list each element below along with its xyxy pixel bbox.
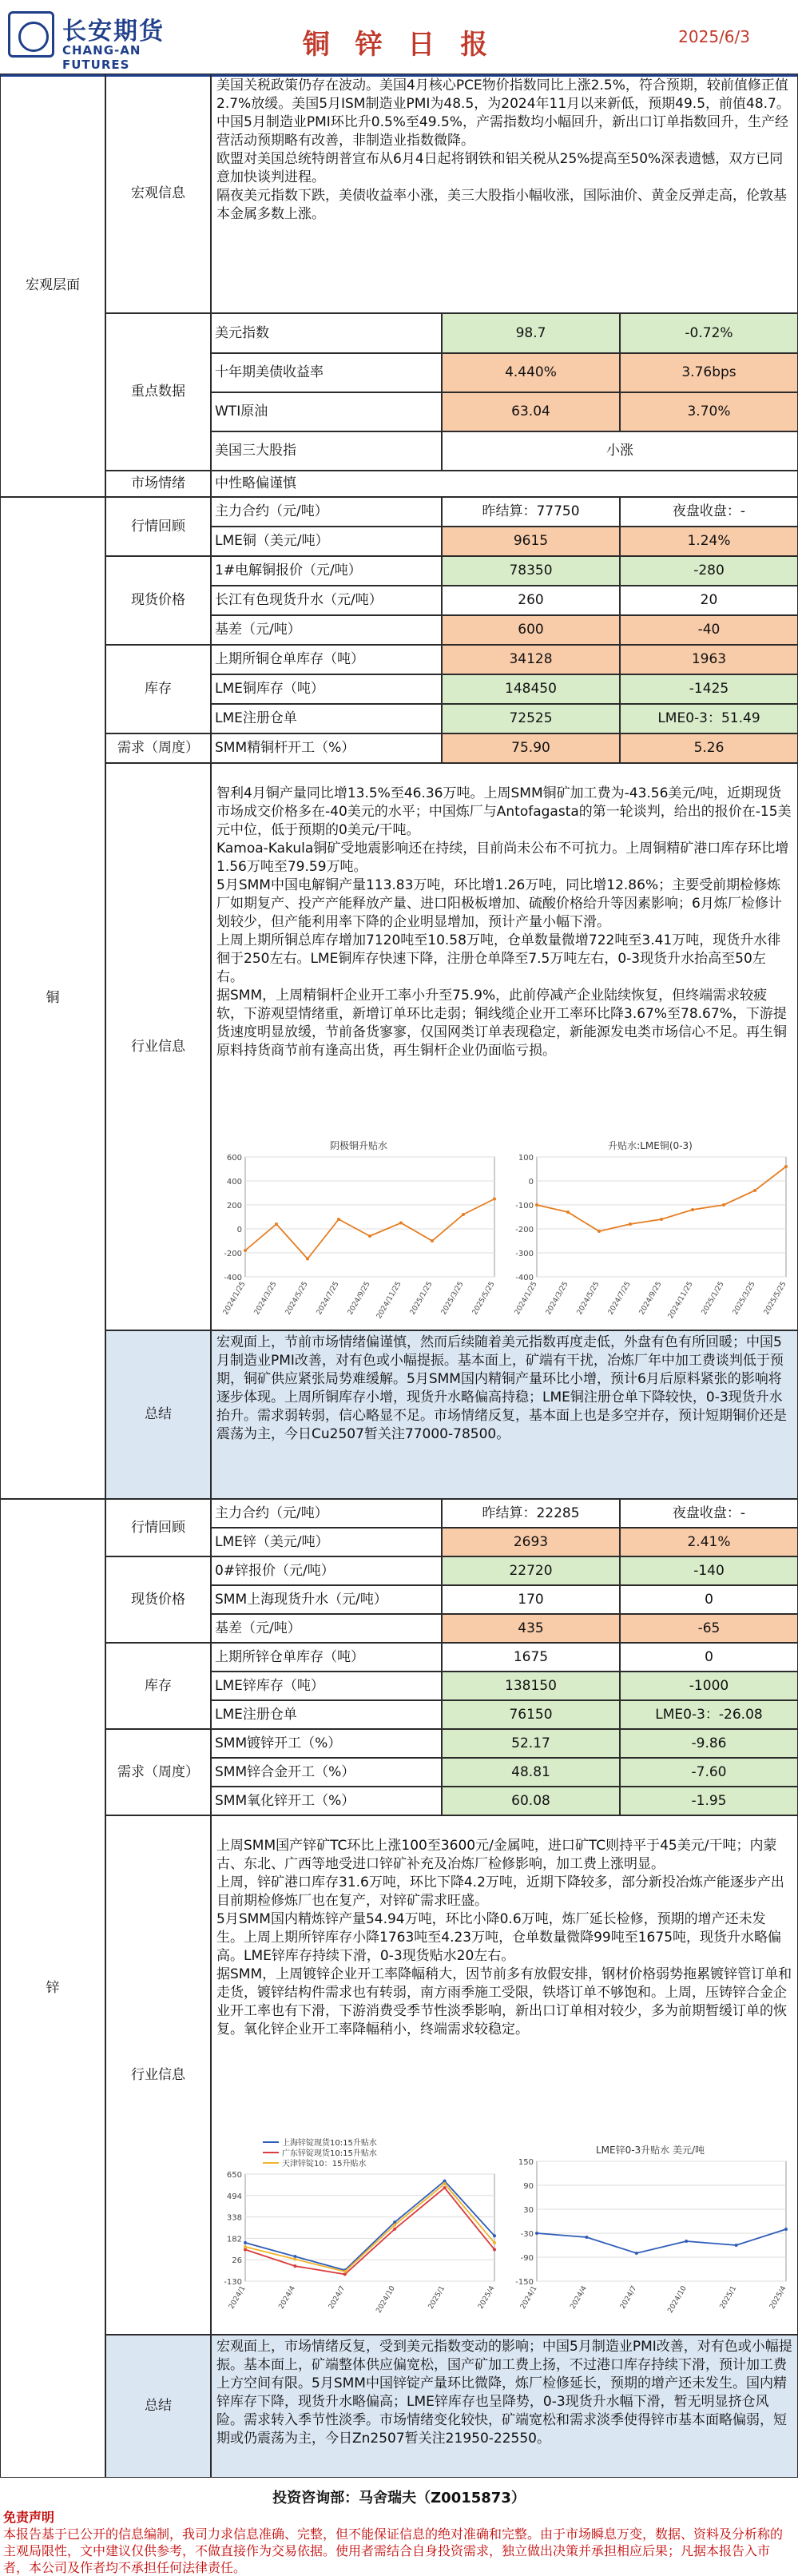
key-data-value: 98.7 [442, 313, 620, 353]
zinc-summary-text: 宏观面上，市场情绪反复，受到美元指数变动的影响；中国5月制造业PMI改善，对有色或小幅提振。基本面上，矿端整体供应偏宽松，国产矿加工费上扬，不过港口库存持续下滑，预计加工费上方空间有限。5月SMM中国锌锭产量环比微降，炼厂检修延长，预期的增产还未发生。国内精锌库存下降，现货升水略偏高；LME锌库存也呈降势，0-3现货升水幅下滑，暂无明显挤仓风险。需求转入季节性淡季。市场情绪变化较快，矿端宽松和需求淡季使得锌市基本面略偏弱，短期或仍震荡为主，今日Zn2507暂关注21950-22550。 [211, 2335, 798, 2478]
zinc-main-contract: 主力合约（元/吨） [211, 1499, 442, 1528]
data-point [368, 1234, 371, 1238]
copper-prev-settle: 昨结算：77750 [442, 497, 620, 527]
copper-demand-change: 5.26 [620, 733, 798, 763]
data-point [691, 1208, 694, 1211]
data-point [343, 2272, 347, 2276]
key-data-change: 小涨 [442, 431, 798, 471]
macro-info-text: 美国关税政策仍存在波动。美国4月核心PCE物价指数同比上涨2.5%，符合预期，较前值修正值2.7%放缓。美国5月ISM制造业PMI为48.5，为2024年11月以来新低，预期49.5，前值48.7。 中国5月制造业PMI环比升0.5%至49.5%，产需指数均小幅回升，新出口订单指数回升，生产经营活动预期略有改善，非制造业指数微降。 欧盟对美国总统特朗普宣布从6月4日起将钢铁和铝关税从25%提高至50%深表遗憾，双方已同意加快谈判进程。 隔夜美元指数下跌，美债收益率小涨，美三大股指小幅收涨，国际油价、黄金反弹走高，伦敦基本金属多数上涨。 [211, 74, 798, 313]
copper-lme-name: LME铜（美元/吨） [211, 527, 442, 556]
zinc-demand-label: 需求（周度） [105, 1729, 211, 1815]
copper-industry-label: 行业信息 [105, 763, 211, 1330]
copper-spot-value: 600 [442, 615, 620, 645]
data-point [735, 2244, 738, 2247]
disclaimer [3, 2509, 794, 2576]
data-point [244, 2245, 247, 2248]
x-tick-label: 2024/5/25 [575, 1280, 601, 1317]
data-point [493, 2241, 496, 2244]
x-tick-label: 2025/1/25 [408, 1280, 435, 1317]
key-data-value: 63.04 [442, 392, 620, 431]
zinc-lme-change: 2.41% [620, 1528, 798, 1556]
zinc-spot-value: 170 [442, 1585, 620, 1614]
x-tick-label: 2025/1 [718, 2284, 739, 2311]
y-tick-label: -90 [520, 2254, 534, 2263]
plot-area [245, 1157, 494, 1277]
y-tick-label: -150 [515, 2278, 534, 2287]
disclaimer-text: 本报告基于已公开的信息编制，我司力求信息准确、完整，但不能保证信息的绝对准确和完整。由于市场瞬息万变，数据、资料及分析称的主观局限性，文中建议仅供参考，不做直接作为交易依据。使用者需结合自身投资需求，独立做出决策并承担相应后果；凡据本报告入市者，本公司及作者均不承担任何法律责任。 [3, 2526, 784, 2575]
plot-area [537, 2161, 786, 2281]
x-tick-label: 2025/1/25 [700, 1280, 726, 1317]
series-line [245, 2188, 494, 2274]
data-point [393, 2224, 396, 2227]
copper-main-contract: 主力合约（元/吨） [211, 497, 442, 527]
data-point [493, 2248, 496, 2251]
copper-lme-change: 1.24% [620, 527, 798, 556]
zinc-review-label: 行情回顾 [105, 1499, 211, 1556]
market-sentiment-label: 市场情绪 [105, 471, 211, 497]
x-tick-label: 2024/7/25 [315, 1280, 341, 1317]
chart-title: LME锌0-3升贴水 美元/吨 [595, 2145, 705, 2156]
y-tick-label: 150 [518, 2158, 534, 2167]
data-point [585, 2236, 588, 2239]
data-point [722, 1203, 725, 1207]
zinc-spot-change: -65 [620, 1614, 798, 1643]
copper-spot-name: 基差（元/吨） [211, 615, 442, 645]
zinc-stock-name: LME锌库存（吨） [211, 1672, 442, 1700]
y-tick-label: -200 [224, 1250, 242, 1258]
key-data-change: 3.70% [620, 392, 798, 431]
report-header [0, 0, 798, 77]
y-tick-label: 600 [226, 1154, 242, 1163]
data-point [784, 1165, 788, 1168]
zinc-industry-text: 上周SMM国产锌矿TC环比上涨100至3600元/金属吨，进口矿TC则持平于45美元/干吨；内蒙古、东北、广西等地受进口锌矿补充及冶炼厂检修影响，加工费上涨明显。 上周，锌矿港口库存31.6万吨，环比下降4.2万吨，近期下降较多，部分新投冶炼产能逐步产出目前期检修炼厂也在复产，对锌矿需求旺盛。 5月SMM国内精炼锌产量54.94万吨，环比小降0.6万吨，炼厂延长检修，预期的增产还未发生。上周上期所锌库存小降1763吨至4.23万吨，仓单数量微降99吨至1675吨，现货升水略偏高。LME锌库存持续下滑，0-3现货贴水20左右。 据SMM，上周镀锌企业开工率降幅稍大，因节前多有放假安排，钢材价格弱势拖累镀锌管订单和走货，镀锌结构件需求也有转弱，南方雨季施工受限，铁塔订单不够饱和。上周，压铸锌合金企业开工率也有下滑，下游消费受季节性淡季影响，新出口订单相对较少，多为前期暂缓订单的恢复。氧化锌企业开工率降幅稍小，终端需求较稳定。 [216, 1838, 792, 2037]
x-tick-label: 2024/7/25 [606, 1280, 633, 1317]
zinc-spot-change: 0 [620, 1585, 798, 1614]
legend-entry: 天津锌锭10：15升贴水 [282, 2160, 367, 2169]
x-tick-label: 2024/1/25 [513, 1280, 539, 1317]
y-tick-label: -200 [515, 1226, 534, 1234]
data-point [293, 2258, 296, 2261]
zinc-summary-label: 总结 [105, 2335, 211, 2478]
zinc-stock-name: LME注册仓单 [211, 1700, 442, 1729]
key-data-label: 重点数据 [105, 313, 211, 471]
data-point [493, 1198, 496, 1201]
copper-lme-value: 9615 [442, 527, 620, 556]
data-point [443, 2180, 447, 2183]
data-point [343, 2270, 347, 2273]
x-tick-label: 2024/4 [277, 2284, 297, 2311]
copper-demand-value: 75.90 [442, 733, 620, 763]
y-tick-label: 494 [226, 2192, 242, 2201]
zinc-demand-value: 60.08 [442, 1787, 620, 1815]
zinc-stock-change: LME0-3：-26.08 [620, 1700, 798, 1729]
series-line [245, 2184, 494, 2272]
section-copper: 铜 [0, 497, 105, 1499]
copper-spot-name: 1#电解铜报价（元/吨） [211, 556, 442, 586]
zinc-lme-value: 2693 [442, 1528, 620, 1556]
copper-night-close: 夜盘收盘：- [620, 497, 798, 527]
x-tick-label: 2025/4 [768, 2284, 788, 2311]
x-tick-label: 2024/11/25 [667, 1280, 695, 1321]
copper-industry-cell [211, 763, 798, 1330]
chart-title: 阴极铜升贴水 [329, 1140, 388, 1151]
y-tick-label: -130 [224, 2278, 242, 2287]
copper-industry-text: 智利4月铜产量同比增13.5%至46.36万吨。上周SMM铜矿加工费为-43.56美元/吨，近期现货市场成交价格多在-40美元的水平；中国炼厂与Antofagasta的第一轮谈判，给出的报价在-15美元中位，低于预期的0美元/干吨。 Kamoa-Kakula铜矿受地震影响还在持续，目前尚未公布不可抗力。上周铜精矿港口库存环比增1.56万吨至79.59万吨。 5月SMM中国电解铜产量113.83万吨，环比增1.26万吨，同比增12.86%；主要受前期检修炼厂如期复产、投产产能释放产量、进口阳极板增加、硫酸价格给升等因素影响；6月炼厂检修计划较少，但产能利用率下降的企业明显增加，预计产量小幅下滑。 上周上期所铜总库存增加7120吨至10.58万吨，仓单数量微增722吨至3.41万吨，现货升水徘徊于250左右。LME铜库存快速下降，注册仓单降至7.5万吨左右，0-3现货升水抬高至50左右。 据SMM，上周精铜杆企业开工率小升至75.9%，此前停减产企业陆续恢复，但终端需求较疲软，下游观望情绪重，新增订单环比走弱；铜线缆企业开工率环比降3.67%至78.67%，下游提货速度明显放缓，节前备货寥寥，仅国网类订单表现稳定，新能源发电类市场信心不足。再生铜原料持货商节前有逢高出货，再生铜杆企业仍面临亏损。 [216, 785, 792, 1059]
legend-entry: 上海锌锭现货10:15升贴水 [282, 2139, 377, 2148]
data-point [493, 2234, 496, 2237]
x-tick-label: 2024/7 [618, 2284, 639, 2311]
copper-stock-value: 34128 [442, 645, 620, 674]
x-tick-label: 2024/9/25 [637, 1280, 664, 1317]
key-data-name: 美元指数 [211, 313, 442, 353]
x-tick-label: 2024/10 [375, 2284, 397, 2315]
data-point [244, 1249, 247, 1252]
zinc-stock-value: 1675 [442, 1643, 620, 1672]
y-tick-label: 200 [226, 1202, 242, 1210]
copper-spot-change: -280 [620, 556, 798, 586]
data-point [535, 1203, 538, 1207]
zinc-industry-cell [211, 1815, 798, 2335]
zinc-demand-name: SMM锌合金开工（%） [211, 1758, 442, 1787]
copper-spot-change: 20 [620, 586, 798, 615]
zinc-demand-change: -1.95 [620, 1787, 798, 1815]
copper-spot-label: 现货价格 [105, 556, 211, 645]
zinc-spot-change: -140 [620, 1556, 798, 1585]
data-point [685, 2240, 688, 2243]
y-tick-label: 26 [232, 2256, 242, 2266]
x-tick-label: 2024/9/25 [346, 1280, 372, 1317]
data-point [566, 1210, 570, 1214]
x-tick-label: 2025/4 [477, 2284, 497, 2311]
key-data-change: 3.76bps [620, 353, 798, 392]
x-tick-label: 2025/3/25 [439, 1280, 466, 1317]
data-point [275, 1222, 278, 1226]
x-tick-label: 2025/5/25 [762, 1280, 788, 1317]
investment-advisor: 投资咨询部：马舍瑞夫（Z0015873） [272, 2490, 526, 2506]
data-point [635, 2252, 638, 2255]
section-zinc: 锌 [0, 1499, 105, 2478]
x-tick-label: 2025/5/25 [470, 1280, 497, 1317]
data-point [784, 2228, 788, 2231]
x-tick-label: 2024/3/25 [252, 1280, 279, 1317]
copper-stock-name: LME铜库存（吨） [211, 674, 442, 704]
legend-entry: 广东锌锭现货10:15升贴水 [282, 2149, 377, 2158]
x-tick-label: 2024/7 [327, 2284, 347, 2311]
copper-spot-name: 长江有色现货升水（元/吨） [211, 586, 442, 615]
zinc-night-close: 夜盘收盘：- [620, 1499, 798, 1528]
zinc-demand-change: -9.86 [620, 1729, 798, 1758]
zinc-demand-name: SMM镀锌开工（%） [211, 1729, 442, 1758]
key-data-name: 十年期美债收益率 [211, 353, 442, 392]
zinc-stock-value: 76150 [442, 1700, 620, 1729]
series-line [537, 1167, 786, 1231]
macro-info-label: 宏观信息 [105, 74, 211, 313]
zinc-lme-spread-chart [506, 2134, 794, 2326]
x-tick-label: 2024/1/25 [221, 1280, 248, 1317]
copper-summary-label: 总结 [105, 1330, 211, 1499]
zinc-spot-value: 22720 [442, 1556, 620, 1585]
key-data-name: 美国三大股指 [211, 431, 442, 471]
plot-area [245, 2174, 494, 2281]
y-tick-label: 182 [226, 2235, 242, 2244]
zinc-spot-value: 435 [442, 1614, 620, 1643]
disclaimer-title: 免责声明 [3, 2510, 55, 2525]
copper-stock-value: 148450 [442, 674, 620, 704]
copper-review-label: 行情回顾 [105, 497, 211, 556]
zinc-demand-name: SMM氧化锌开工（%） [211, 1787, 442, 1815]
copper-basis-chart [215, 1130, 502, 1322]
data-point [598, 1230, 601, 1233]
key-data-name: WTI原油 [211, 392, 442, 431]
data-point [462, 1213, 465, 1216]
data-point [535, 2232, 538, 2235]
y-tick-label: 0 [528, 1178, 534, 1187]
market-sentiment-value: 中性略偏谨慎 [211, 471, 798, 497]
copper-stock-value: 72525 [442, 704, 620, 733]
zinc-spot-name: 0#锌报价（元/吨） [211, 1556, 442, 1585]
copper-charts [215, 1130, 794, 1328]
data-point [629, 1222, 632, 1226]
data-point [244, 2241, 247, 2244]
copper-stock-change: 1963 [620, 645, 798, 674]
zinc-charts [215, 2134, 794, 2332]
copper-demand-label: 需求（周度） [105, 733, 211, 763]
data-point [337, 1218, 340, 1221]
copper-stock-label: 库存 [105, 645, 211, 733]
key-data-value: 4.440% [442, 353, 620, 392]
y-tick-label: -300 [515, 1250, 534, 1258]
zinc-demand-change: -7.60 [620, 1758, 798, 1787]
copper-stock-name: 上期所铜仓单库存（吨） [211, 645, 442, 674]
zinc-lme-name: LME锌（美元/吨） [211, 1528, 442, 1556]
plot-area [537, 1157, 786, 1277]
y-tick-label: 400 [226, 1178, 242, 1187]
section-macro: 宏观层面 [0, 74, 105, 497]
data-point [306, 1258, 309, 1261]
copper-summary-text: 宏观面上，节前市场情绪偏谨慎，然而后续随着美元指数再度走低，外盘有色有所回暖；中国5月制造业PMI改善，对有色或小幅提振。基本面上，矿端有干扰，冶炼厂年中加工费谈判低于预期，铜矿供应紧张局势难缓解。5月SMM国内精铜产量环比小增，预计6月后原料紧张的影响将逐步体现。上周所铜库存小增，现货升水略偏高持稳；LME铜注册仓单下降较快，0-3现货升水抬升。需求弱转弱，信心略显不足。市场情绪反复，基本面上也是多空并存，预计短期铜价还是震荡为主，今日Cu2507暂关注77000-78500。 [211, 1330, 798, 1499]
chart-title: 升贴水:LME铜(0-3) [608, 1140, 693, 1151]
data-point [393, 2228, 396, 2231]
x-tick-label: 2024/5/25 [284, 1280, 310, 1317]
zinc-spot-label: 现货价格 [105, 1556, 211, 1643]
data-point [660, 1218, 663, 1221]
report-date: 2025/6/3 [678, 27, 750, 46]
logo-chinese-name: 长安期货 [62, 18, 165, 46]
zinc-spot-premium-chart [215, 2134, 502, 2326]
zinc-demand-value: 48.81 [442, 1758, 620, 1787]
zinc-stock-value: 138150 [442, 1672, 620, 1700]
x-tick-label: 2025/3/25 [731, 1280, 757, 1317]
chart-legend [263, 2137, 377, 2169]
copper-stock-change: -1425 [620, 674, 798, 704]
x-tick-label: 2024/1 [519, 2284, 539, 2311]
data-point [293, 2255, 296, 2258]
data-point [443, 2182, 447, 2185]
zinc-demand-value: 52.17 [442, 1729, 620, 1758]
zinc-prev-settle: 昨结算：22285 [442, 1499, 620, 1528]
y-tick-label: -400 [515, 1274, 534, 1282]
copper-lme-spread-chart [506, 1130, 794, 1322]
zinc-industry-label: 行业信息 [105, 1815, 211, 2335]
data-point [244, 2248, 247, 2251]
data-point [293, 2264, 296, 2268]
y-tick-label: 650 [226, 2171, 242, 2180]
data-point [399, 1222, 403, 1225]
zinc-stock-change: -1000 [620, 1672, 798, 1700]
data-point [443, 2186, 447, 2189]
zinc-stock-change: 0 [620, 1643, 798, 1672]
data-point [431, 1239, 434, 1242]
copper-stock-name: LME注册仓单 [211, 704, 442, 733]
y-tick-label: 90 [523, 2182, 534, 2191]
copper-demand-name: SMM精铜杆开工（%） [211, 733, 442, 763]
x-tick-label: 2024/4 [569, 2284, 589, 2311]
x-tick-label: 2025/1 [427, 2284, 447, 2311]
y-tick-label: 0 [236, 1226, 242, 1234]
y-tick-label: -30 [520, 2230, 534, 2239]
logo-english-name: CHANG-AN FUTURES [62, 43, 141, 72]
key-data-change: -0.72% [620, 313, 798, 353]
report-title: 铜 锌 日 报 [302, 29, 496, 61]
y-tick-label: 100 [518, 1154, 534, 1163]
copper-stock-change: LME0-3：51.49 [620, 704, 798, 733]
zinc-stock-name: 上期所锌仓单库存（吨） [211, 1643, 442, 1672]
copper-spot-change: -40 [620, 615, 798, 645]
y-tick-label: 338 [226, 2213, 242, 2223]
x-tick-label: 2024/1 [228, 2284, 248, 2311]
x-tick-label: 2024/10 [666, 2284, 689, 2315]
y-tick-label: -100 [515, 1202, 534, 1210]
x-tick-label: 2024/11/25 [375, 1280, 403, 1321]
x-tick-label: 2024/3/25 [544, 1280, 570, 1317]
zinc-stock-label: 库存 [105, 1643, 211, 1729]
zinc-spot-name: SMM上海现货升水（元/吨） [211, 1585, 442, 1614]
y-tick-label: 30 [523, 2206, 534, 2215]
copper-spot-value: 78350 [442, 556, 620, 586]
copper-spot-value: 260 [442, 586, 620, 615]
y-tick-label: -400 [224, 1274, 242, 1282]
data-point [753, 1189, 756, 1192]
zinc-spot-name: 基差（元/吨） [211, 1614, 442, 1643]
